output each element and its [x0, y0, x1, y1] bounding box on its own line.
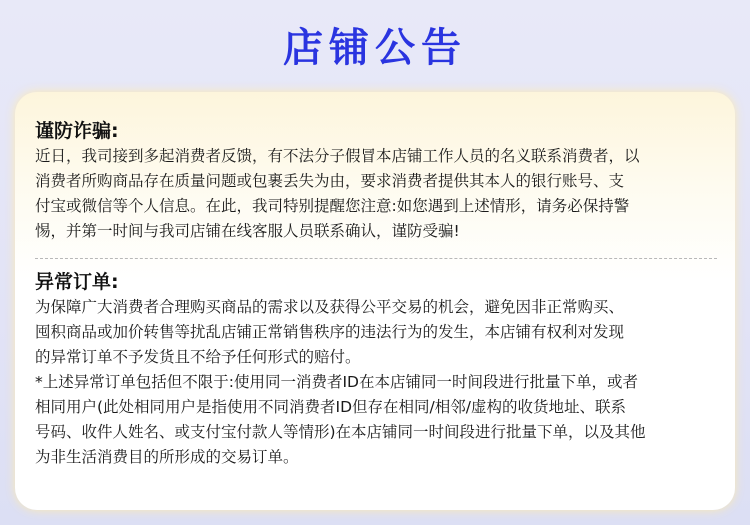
section-divider — [35, 258, 717, 259]
notice-card — [15, 92, 735, 510]
abnormal-order-heading: 异常订单: — [35, 271, 119, 293]
abnormal-order-body: 为保障广大消费者合理购买商品的需求以及获得公平交易的机会，避免因非正常购买、 囤积商品或加价转售等扰乱店铺正常销售秩序的违法行为的发生，本店铺有权利对发现 的异常订单不予发货且不给予任何形式的赔付。 *上述异常订单包括但不限于:使用同一消费者ID在本店铺同一时间段进行批量下单，或者 相同用户(此处相同用户是指使用不同消费者ID但存在相同/相邻/虚构的收货地址、联系 号码、收件人姓名、或支付宝付款人等情形)在本店铺同一时间段进行批量下单，以及其他 为非生活消费目的所形成的交易订单。 — [35, 298, 646, 466]
fraud-warning-body: 近日，我司接到多起消费者反馈，有不法分子假冒本店铺工作人员的名义联系消费者，以 消费者所购商品存在质量问题或包裹丢失为由，要求消费者提供其本人的银行账号、支 付宝或微信等个人信息。在此，我司特别提醒您注意:如您遇到上述情形，请务必保持警 惕，并第一时间与我司店铺在线客服人员联系确认，谨防受骗! — [35, 147, 640, 240]
fraud-warning-heading: 谨防诈骗: — [35, 120, 119, 142]
page-title: 店铺公告 — [283, 25, 467, 71]
